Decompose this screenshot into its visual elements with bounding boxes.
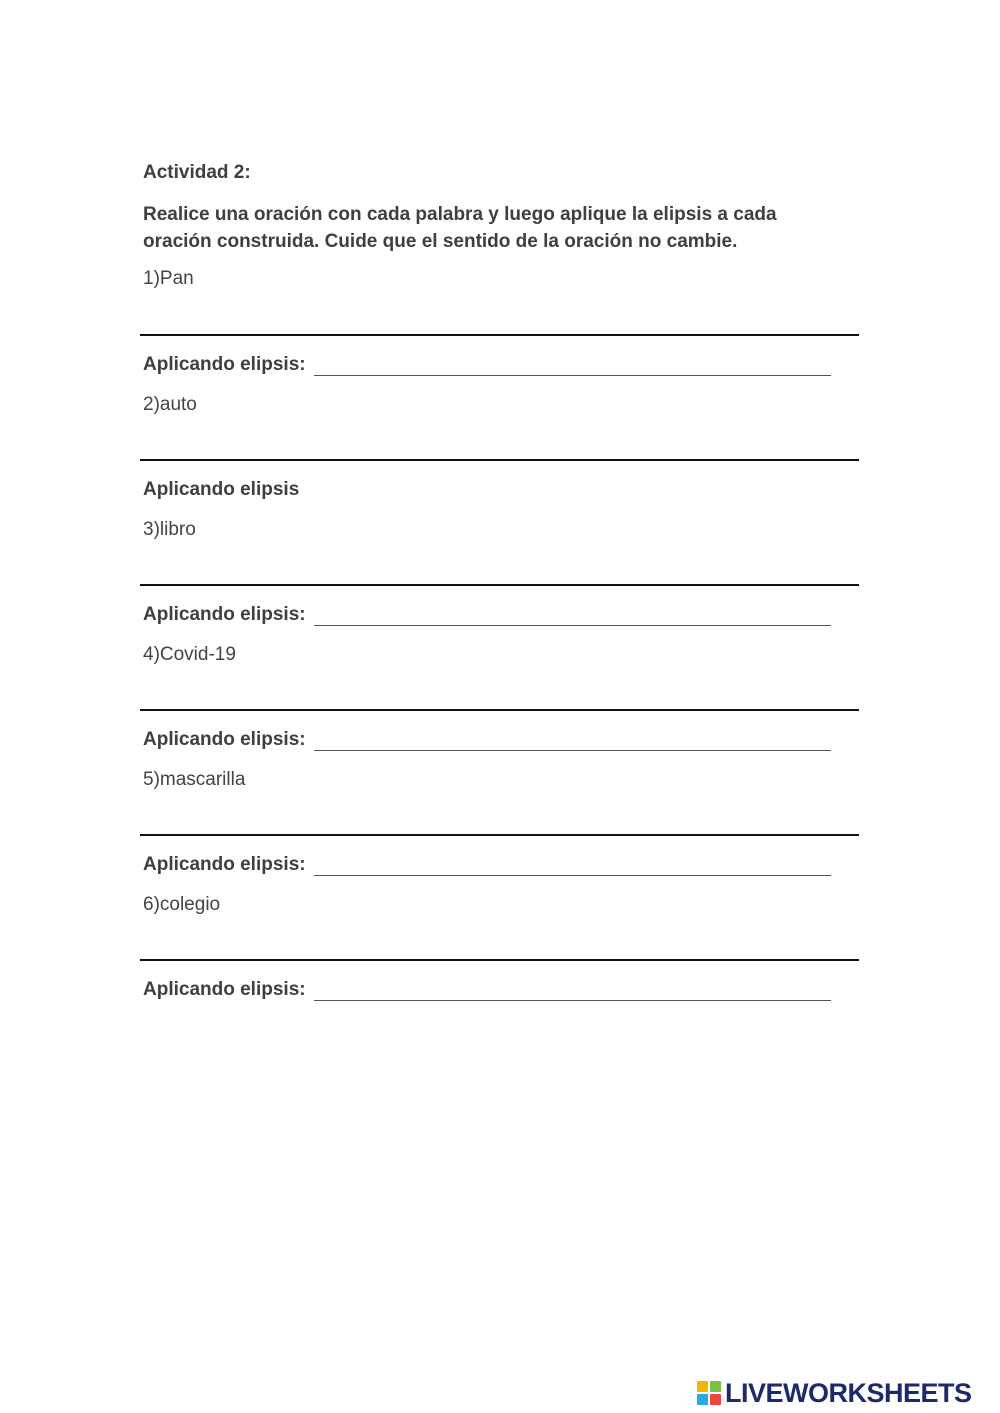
elipsis-label-4: Aplicando elipsis: [143, 729, 306, 750]
elipsis-answer-blank-6[interactable] [314, 1000, 831, 1001]
sentence-answer-line-6[interactable] [140, 959, 859, 961]
word-item-1: 1)Pan [143, 268, 194, 289]
liveworksheets-brand [697, 1378, 972, 1408]
sentence-answer-line-1[interactable] [140, 334, 859, 336]
logo-square-1 [697, 1381, 708, 1392]
elipsis-label-3: Aplicando elipsis: [143, 604, 306, 625]
elipsis-label-5: Aplicando elipsis: [143, 854, 306, 875]
sentence-answer-line-3[interactable] [140, 584, 859, 586]
elipsis-label-6: Aplicando elipsis: [143, 979, 306, 1000]
instructions-text: Realice una oración con cada palabra y luego aplique la elipsis a cada oración construida. Cuide que el sentido de la oración no cambie. [143, 204, 777, 252]
logo-square-4 [710, 1394, 721, 1405]
elipsis-answer-blank-5[interactable] [314, 875, 831, 876]
activity-title: Actividad 2: [143, 162, 251, 183]
logo-square-2 [710, 1381, 721, 1392]
sentence-answer-line-4[interactable] [140, 709, 859, 711]
sentence-answer-line-5[interactable] [140, 834, 859, 836]
word-item-5: 5)mascarilla [143, 769, 246, 790]
word-item-6: 6)colegio [143, 894, 221, 915]
word-item-3: 3)libro [143, 519, 196, 540]
elipsis-label-1: Aplicando elipsis: [143, 354, 306, 375]
elipsis-answer-blank-3[interactable] [314, 625, 831, 626]
logo-square-3 [697, 1394, 708, 1405]
elipsis-answer-blank-4[interactable] [314, 750, 831, 751]
word-item-4: 4)Covid-19 [143, 644, 236, 665]
elipsis-answer-blank-1[interactable] [314, 375, 831, 376]
sentence-answer-line-2[interactable] [140, 459, 859, 461]
liveworksheets-logo-icon [697, 1381, 721, 1405]
word-item-2: 2)auto [143, 394, 197, 415]
elipsis-label-2: Aplicando elipsis [143, 479, 300, 500]
brand-name: LIVEWORKSHEETS [725, 1377, 972, 1408]
